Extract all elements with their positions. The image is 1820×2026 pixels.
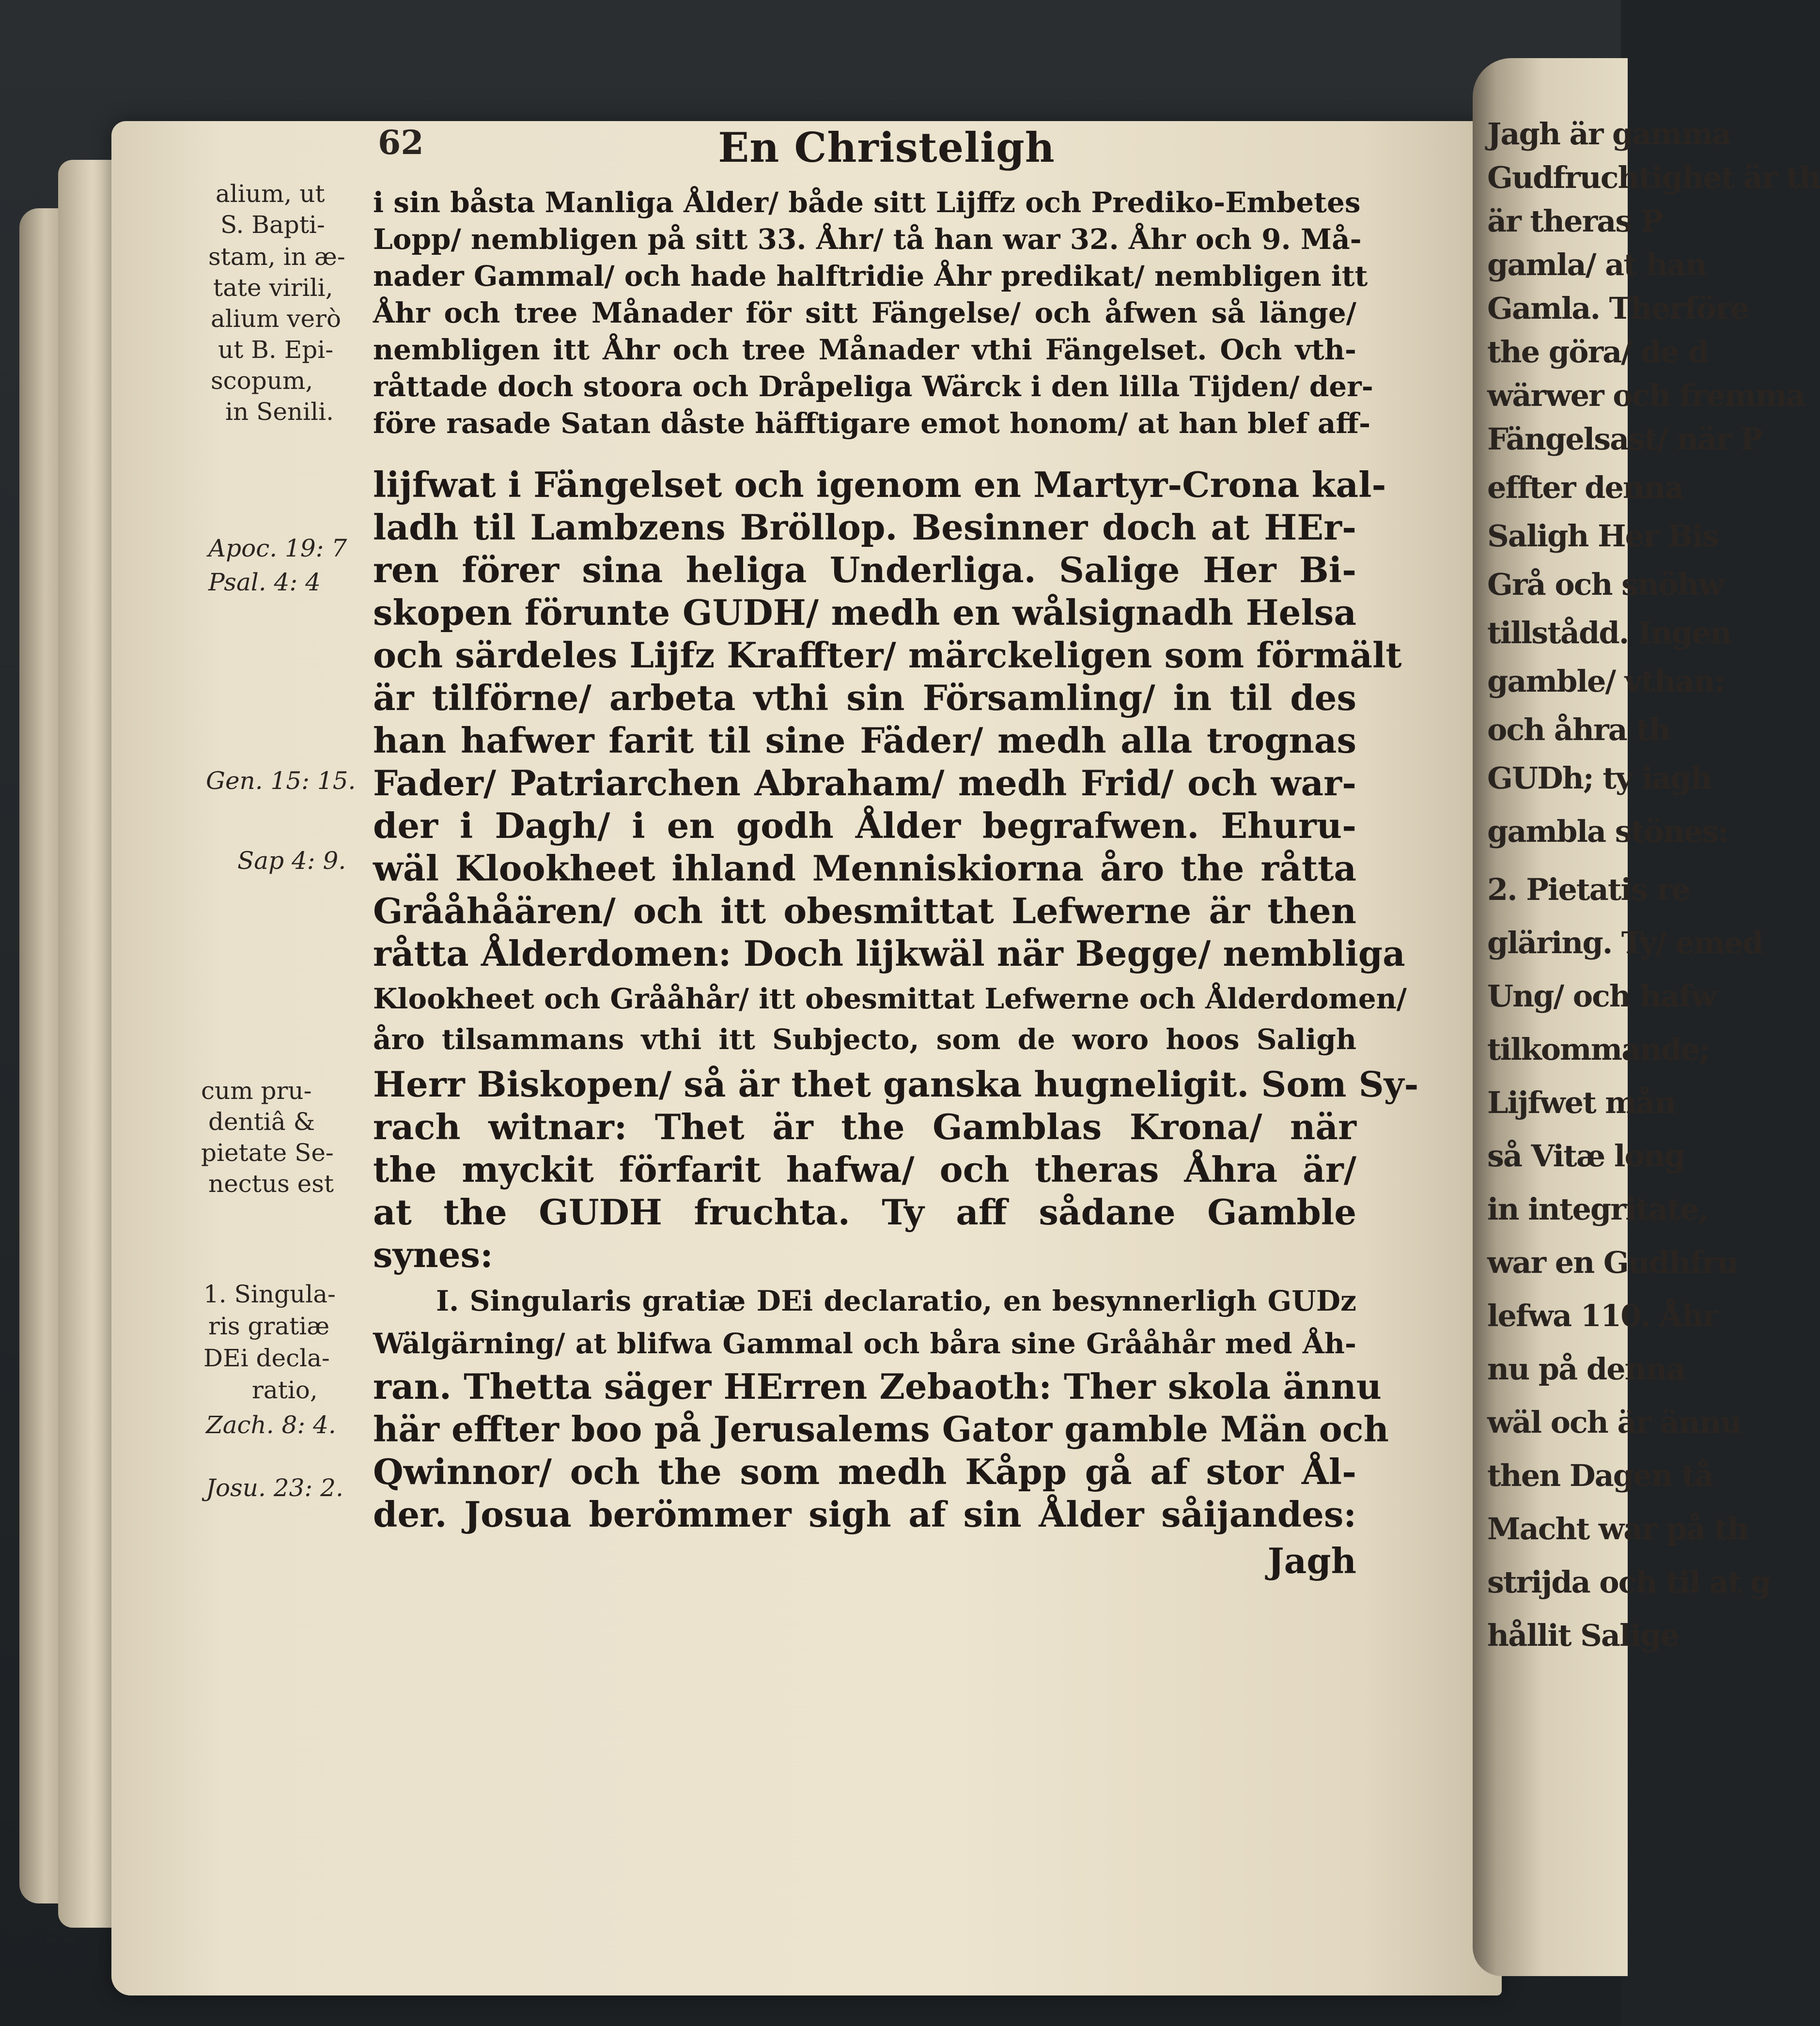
text-line: nembligen itt Åhr och tree Månader vthi Fängelset. Och vth-	[373, 333, 1356, 366]
margin-note: DEi decla-	[203, 1344, 330, 1372]
margin-note: ratio,	[252, 1376, 318, 1404]
facing-line: Jagh är gamma	[1487, 116, 1731, 152]
margin-note: scopum,	[211, 367, 313, 395]
text-line: skopen förunte GUDH/ medh en wålsignadh Helsa	[373, 592, 1356, 633]
margin-note: Sap 4: 9.	[237, 847, 346, 875]
page-number: 62	[378, 124, 424, 162]
facing-line: the göra/ de d	[1487, 334, 1709, 370]
text-line: Klookheet och Grååhår/ itt obesmittat Lefwerne och Ålderdomen/	[373, 982, 1407, 1015]
text-line: lijfwat i Fängelset och igenom en Martyr-Crona kal-	[373, 464, 1386, 505]
margin-note: ris gratiæ	[208, 1312, 330, 1340]
facing-line: gamla/ at han	[1487, 247, 1706, 282]
text-line: här effter boo på Jerusalems Gator gamble Män och	[373, 1408, 1389, 1450]
margin-note: Psal. 4: 4	[208, 568, 321, 596]
margin-note: Josu. 23: 2.	[206, 1474, 343, 1502]
facing-page	[1473, 58, 1820, 1976]
text-line: han hafwer farit til sine Fäder/ medh alla trognas	[373, 720, 1356, 761]
margin-note: alium, ut	[216, 180, 325, 208]
margin-note: in Senili.	[225, 398, 334, 426]
text-line: åro tilsammans vthi itt Subjecto, som de woro hoos Saligh	[373, 1023, 1356, 1056]
facing-line: hållit Salige	[1487, 1618, 1679, 1653]
facing-line: strijda och til at g	[1487, 1564, 1771, 1600]
facing-line: Grå och snöhw	[1487, 567, 1723, 602]
facing-line: Lijfwet mån	[1487, 1085, 1676, 1120]
catchword: Jagh	[1267, 1540, 1356, 1581]
facing-line: war en Gudhfru	[1487, 1245, 1738, 1280]
facing-line: in integritate,	[1487, 1191, 1708, 1227]
facing-line: Macht war på th	[1487, 1511, 1748, 1547]
facing-line: gläring. Ty/ emed	[1487, 925, 1763, 960]
facing-line: gamble/ vthan:	[1487, 664, 1725, 699]
text-line: och särdeles Lijfz Kraffter/ märckeligen som förmält	[373, 634, 1402, 676]
text-line: Herr Biskopen/ så är thet ganska hugneligit. Som Sy-	[373, 1064, 1419, 1105]
text-line: rach witnar: Thet är the Gamblas Krona/ när	[373, 1106, 1356, 1147]
facing-line: Gamla. Therföre	[1487, 291, 1749, 326]
text-line: i sin båsta Manliga Ålder/ både sitt Lijffz och Prediko-Embetes	[373, 186, 1361, 219]
margin-note: Zach. 8: 4.	[206, 1411, 336, 1439]
text-line: Åhr och tree Månader för sitt Fängelse/ och åfwen så länge/	[373, 296, 1356, 329]
facing-line: tillstådd. Ingen	[1487, 615, 1731, 650]
margin-note: nectus est	[208, 1170, 334, 1198]
text-line: före rasade Satan dåste häfftigare emot honom/ at han blef aff-	[373, 407, 1371, 440]
text-line: der i Dagh/ i en godh Ålder begrafwen. Ehuru-	[373, 805, 1356, 846]
text-line: Lopp/ nembligen på sitt 33. Åhr/ tå han war 32. Åhr och 9. Må-	[373, 223, 1362, 256]
facing-line: GUDh; ty iagh	[1487, 760, 1711, 796]
text-line: är tilförne/ arbeta vthi sin Församling/ in til des	[373, 677, 1356, 718]
text-line: at the GUDH fruchta. Ty aff sådane Gamble	[373, 1191, 1356, 1233]
margin-note: stam, in æ-	[208, 243, 345, 271]
text-line: nader Gammal/ och hade halftridie Åhr predikat/ nembligen itt	[373, 260, 1368, 293]
facing-line: så Vitæ long	[1487, 1138, 1685, 1174]
text-line: råtta Ålderdomen: Doch lijkwäl när Begge/ nembliga	[373, 933, 1405, 974]
facing-line: Fängelsast/ när P	[1487, 421, 1762, 457]
text-line: råttade doch stoora och Dråpeliga Wärck i den lilla Tijden/ der-	[373, 370, 1373, 403]
facing-line: wäl och är ännu	[1487, 1405, 1742, 1440]
text-line: der. Josua berömmer sigh af sin Ålder såijandes:	[373, 1494, 1356, 1535]
facing-line: lefwa 110. Åhr	[1487, 1298, 1718, 1333]
text-line: synes:	[373, 1234, 493, 1275]
margin-note: S. Bapti-	[220, 211, 325, 239]
facing-line: gambla stönes:	[1487, 814, 1728, 849]
margin-note: cum pru-	[201, 1077, 312, 1105]
text-line: the myckit förfarit hafwa/ och theras Åhra är/	[373, 1149, 1356, 1190]
facing-line: wärwer och fremma	[1487, 378, 1805, 413]
facing-line: tilkommande;	[1487, 1032, 1710, 1067]
facing-line: och åhra th	[1487, 712, 1670, 747]
facing-line: Saligh Her Bis	[1487, 518, 1719, 554]
facing-line: then Dagen tå	[1487, 1458, 1713, 1493]
margin-note: 1. Singula-	[203, 1280, 336, 1308]
text-line: Fader/ Patriarchen Abraham/ medh Frid/ och war-	[373, 762, 1356, 804]
margin-note: dentiâ &	[208, 1108, 315, 1136]
margin-note: Apoc. 19: 7	[208, 534, 347, 562]
facing-line: är theras P	[1487, 203, 1663, 239]
text-line: wäl Klookheet ihland Menniskiorna åro the råtta	[373, 848, 1356, 889]
facing-line: nu på denna	[1487, 1351, 1685, 1387]
text-line: ran. Thetta säger HErren Zebaoth: Ther skola ännu	[373, 1366, 1382, 1407]
text-line: Grååhåären/ och itt obesmittat Lefwerne är then	[373, 890, 1356, 931]
text-line: ren förer sina heliga Underliga. Salige Her Bi-	[373, 549, 1356, 590]
text-line: Qwinnor/ och the som medh Kåpp gå af stor Ål-	[373, 1451, 1356, 1492]
text-line: ladh til Lambzens Bröllop. Besinner doch at HEr-	[373, 507, 1356, 548]
margin-note: Gen. 15: 15.	[206, 767, 356, 795]
page-title: En Christeligh	[718, 124, 1055, 171]
margin-note: alium verò	[211, 305, 342, 333]
running-head	[378, 124, 1395, 177]
facing-line: effter denna	[1487, 470, 1683, 505]
margin-note: pietate Se-	[201, 1139, 334, 1167]
margin-note: ut B. Epi-	[218, 336, 334, 364]
text-line: Wälgärning/ at blifwa Gammal och båra sine Grååhår med Åh-	[373, 1327, 1356, 1360]
facing-line: Gudfruchtighet är th	[1487, 160, 1820, 195]
facing-line: Ung/ och hafw	[1487, 978, 1716, 1014]
margin-note: tate virili,	[213, 274, 333, 302]
facing-line: 2. Pietatis re	[1487, 872, 1690, 907]
text-line: I. Singularis gratiæ DEi declaratio, en besynnerligh GUDz	[436, 1284, 1356, 1317]
